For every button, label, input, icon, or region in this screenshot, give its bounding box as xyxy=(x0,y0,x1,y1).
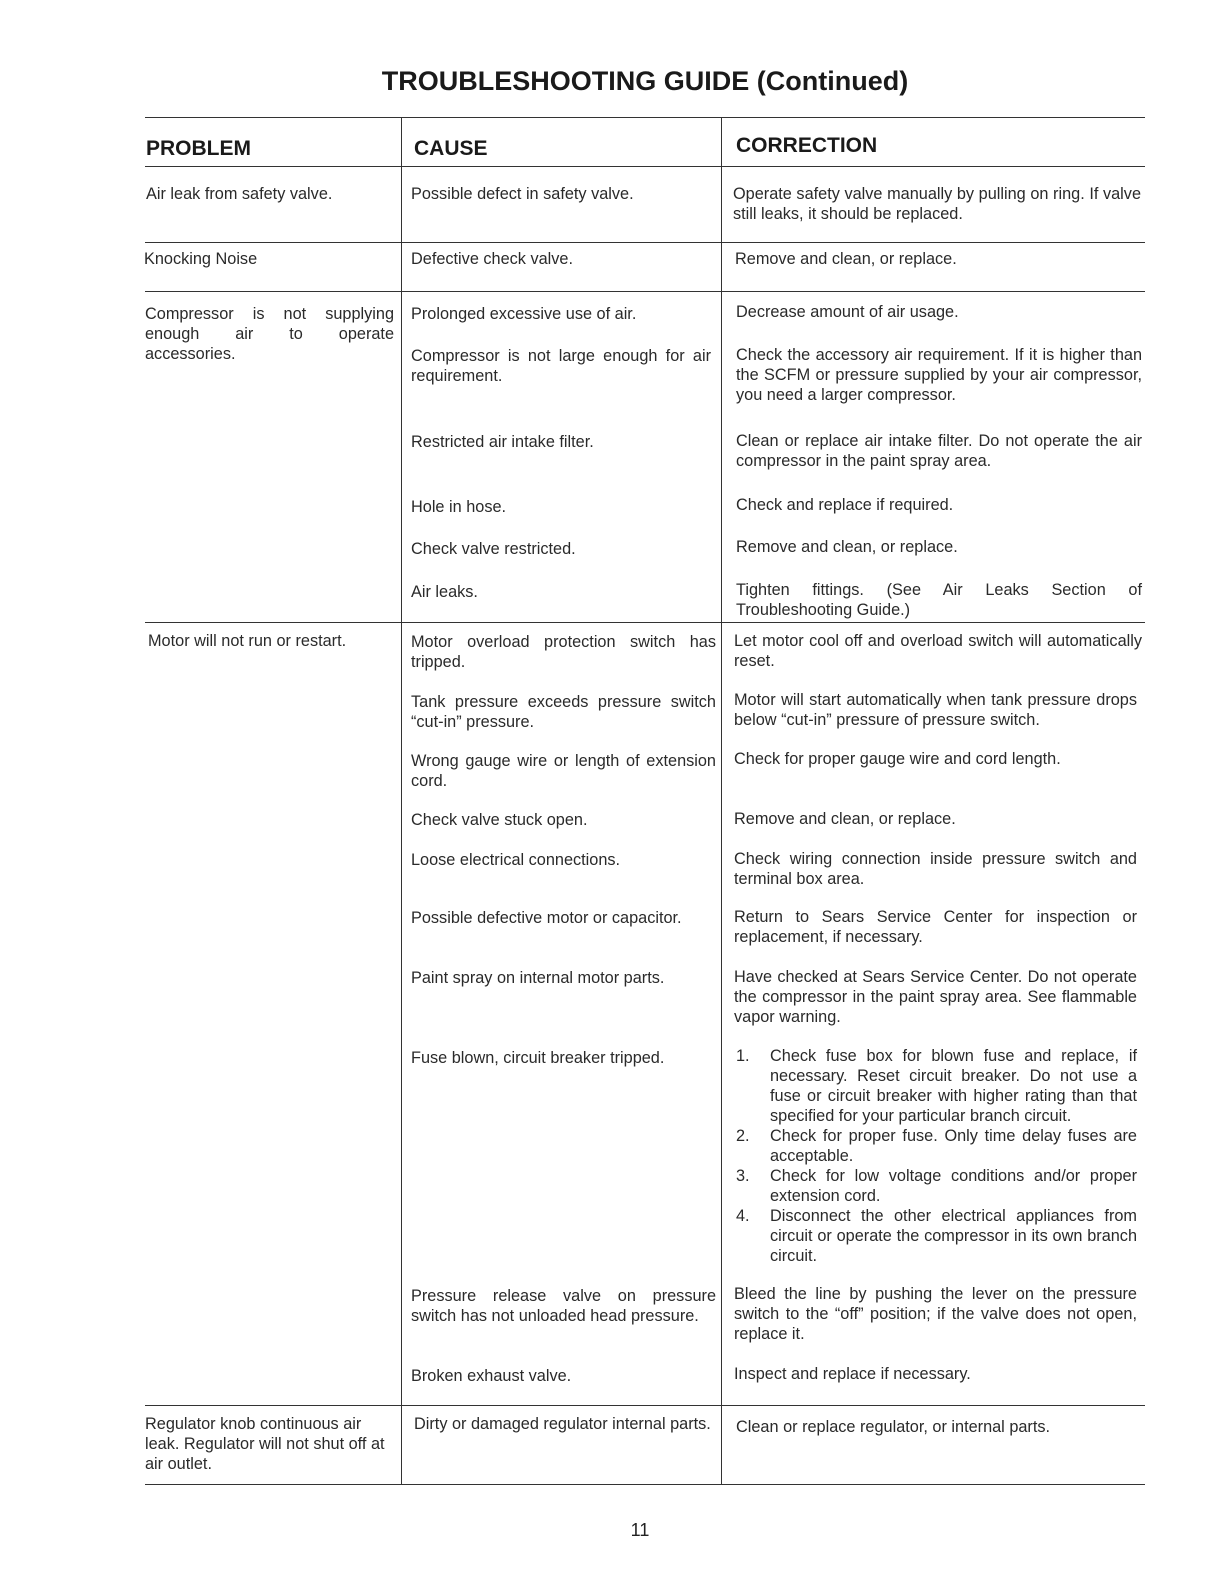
cause-cell: Tank pressure exceeds pressure switch “cut-in” pressure. xyxy=(411,693,716,731)
page-title: TROUBLESHOOTING GUIDE (Continued) xyxy=(381,66,909,96)
problem-cell: Compressor is not supplying enough air to operate accessories. xyxy=(145,305,394,363)
correction-cell: Decrease amount of air usage. xyxy=(736,303,959,321)
cause-cell: Possible defect in safety valve. xyxy=(411,185,634,203)
correction-cell: Remove and clean, or replace. xyxy=(736,538,958,556)
correction-cell: Operate safety valve manually by pulling on ring. If valve still leaks, it should be replaced. xyxy=(733,185,1141,223)
cause-cell: Broken exhaust valve. xyxy=(411,1367,572,1385)
cause-cell: Prolonged excessive use of air. xyxy=(411,305,637,323)
correction-cell: Check the accessory air requirement. If it is higher than the SCFM or pressure supplied by your air compressor, you need a larger compressor. xyxy=(736,346,1142,404)
correction-list xyxy=(734,1046,1137,1266)
column-divider-2 xyxy=(721,117,722,1484)
row-rule xyxy=(145,622,1145,623)
table-bottom-rule xyxy=(145,1484,1145,1485)
list-item: 2. Check for proper fuse. Only time delay fuses are acceptable. xyxy=(736,1127,1137,1165)
cause-cell: Compressor is not large enough for air requirement. xyxy=(411,347,711,385)
correction-cell: Have checked at Sears Service Center. Do not operate the compressor in the paint spray area. See flammable vapor warning. xyxy=(734,968,1137,1026)
cause-cell: Wrong gauge wire or length of extension cord. xyxy=(411,752,716,790)
cause-cell: Defective check valve. xyxy=(411,250,573,268)
cause-cell: Loose electrical connections. xyxy=(411,851,621,869)
header-cause: CAUSE xyxy=(414,137,488,160)
column-divider-1 xyxy=(401,117,402,1484)
cause-cell: Check valve restricted. xyxy=(411,540,576,558)
correction-cell: Check and replace if required. xyxy=(736,496,954,514)
correction-cell: Tighten fittings. (See Air Leaks Section of Troubleshooting Guide.) xyxy=(736,581,1142,619)
problem-cell: Air leak from safety valve. xyxy=(146,185,333,203)
correction-cell: Remove and clean, or replace. xyxy=(734,810,956,828)
cause-cell: Dirty or damaged regulator internal parts. xyxy=(414,1415,711,1433)
correction-cell: Clean or replace air intake filter. Do not operate the air compressor in the paint spray area. xyxy=(736,432,1142,470)
cause-cell: Paint spray on internal motor parts. xyxy=(411,969,665,987)
cause-cell: Possible defective motor or capacitor. xyxy=(411,909,682,927)
header-rule xyxy=(145,166,1145,167)
correction-cell: Bleed the line by pushing the lever on the pressure switch to the “off” position; if the valve does not open, replace it. xyxy=(734,1285,1137,1343)
problem-cell: Regulator knob continuous air leak. Regulator will not shut off at air outlet. xyxy=(145,1415,385,1473)
correction-cell: Check wiring connection inside pressure switch and terminal box area. xyxy=(734,850,1137,888)
header-correction: CORRECTION xyxy=(736,134,878,157)
page-number: 11 xyxy=(630,1520,650,1540)
cause-cell: Fuse blown, circuit breaker tripped. xyxy=(411,1049,665,1067)
cause-cell: Air leaks. xyxy=(411,583,478,601)
correction-cell: Remove and clean, or replace. xyxy=(735,250,957,268)
correction-cell: Return to Sears Service Center for inspection or replacement, if necessary. xyxy=(734,908,1137,946)
row-rule xyxy=(145,291,1145,292)
list-item: 1. Check fuse box for blown fuse and replace, if necessary. Reset circuit breaker. Do not use a fuse or circuit breaker with higher rating than that specified for your particular branch circuit. xyxy=(736,1047,1137,1125)
table-top-rule xyxy=(145,117,1145,118)
cause-cell: Motor overload protection switch has tripped. xyxy=(411,633,716,671)
list-item: 4. Disconnect the other electrical appliances from circuit or operate the compressor in its own branch circuit. xyxy=(736,1207,1137,1265)
cause-cell: Restricted air intake filter. xyxy=(411,433,594,451)
row-rule xyxy=(145,242,1145,243)
list-item: 3. Check for low voltage conditions and/or proper extension cord. xyxy=(736,1167,1137,1205)
problem-cell: Motor will not run or restart. xyxy=(148,632,347,650)
cause-cell: Check valve stuck open. xyxy=(411,811,588,829)
correction-cell: Motor will start automatically when tank pressure drops below “cut-in” pressure of pressure switch. xyxy=(734,691,1137,729)
cause-cell: Hole in hose. xyxy=(411,498,507,516)
correction-cell: Check for proper gauge wire and cord length. xyxy=(734,750,1061,768)
cause-cell: Pressure release valve on pressure switch has not unloaded head pressure. xyxy=(411,1287,716,1325)
correction-cell: Clean or replace regulator, or internal parts. xyxy=(736,1418,1051,1436)
row-rule xyxy=(145,1405,1145,1406)
correction-cell: Let motor cool off and overload switch will automatically reset. xyxy=(734,632,1142,670)
correction-cell: Inspect and replace if necessary. xyxy=(734,1365,971,1383)
problem-cell: Knocking Noise xyxy=(144,250,258,268)
header-problem: PROBLEM xyxy=(146,137,251,160)
